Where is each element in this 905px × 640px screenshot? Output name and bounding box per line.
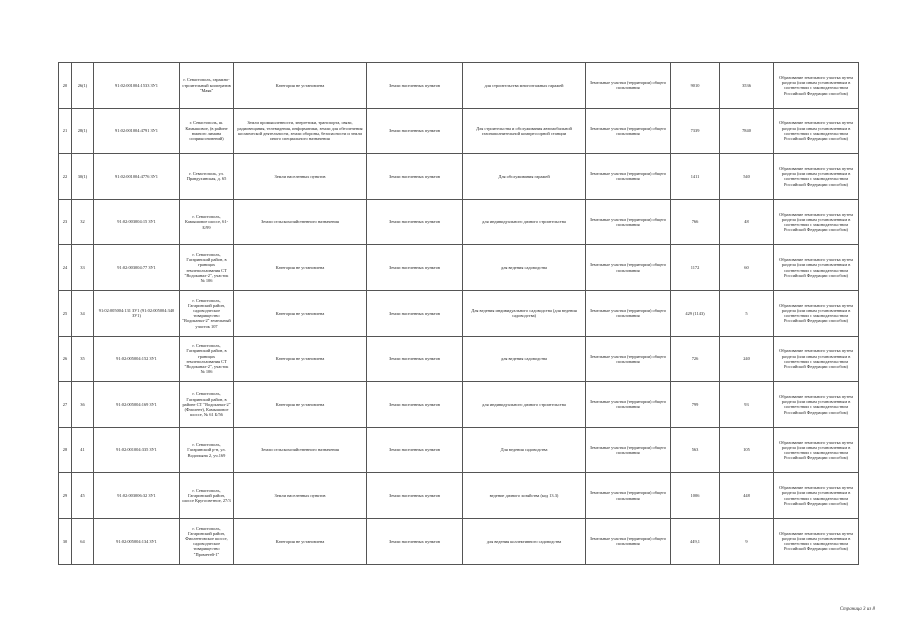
land-plots-table bbox=[58, 62, 859, 565]
cell-area: 429 (1143) bbox=[671, 290, 720, 336]
cell-code: 45 bbox=[72, 473, 94, 519]
cell-share: 5 bbox=[720, 290, 774, 336]
cell-n: 26 bbox=[59, 336, 72, 382]
cell-address: г. Севастополь, Гагаринский район, садоводческое товарищество "Водоканал-2" земельный участок 107 bbox=[180, 290, 234, 336]
cell-code: 34 bbox=[72, 290, 94, 336]
cell-category-detail: Земли промышленности, энергетики, транспорта, связи, радиовещания, телевидения, информатики, земли для обеспечения космической деятельности, земли обороны, безопасности и земли иного специального назначения bbox=[234, 108, 367, 154]
table-row bbox=[59, 427, 859, 473]
cell-use: ведение дачного хозяйства (код 13.3) bbox=[463, 473, 586, 519]
cell-category: Земли населенных пунктов bbox=[367, 382, 463, 428]
cell-category: Земли населенных пунктов bbox=[367, 108, 463, 154]
cell-category-detail: Категория не установлена bbox=[234, 336, 367, 382]
cell-zone: Земельные участки (территории) общего пользования bbox=[586, 336, 671, 382]
cell-code: 28(1) bbox=[72, 108, 94, 154]
table-row bbox=[59, 108, 859, 154]
cell-n: 20 bbox=[59, 63, 72, 109]
cell-code: 64 bbox=[72, 518, 94, 564]
cell-code: 41 bbox=[72, 427, 94, 473]
cell-category: Земли населенных пунктов bbox=[367, 473, 463, 519]
cell-n: 25 bbox=[59, 290, 72, 336]
cell-address: г. Севастополь, ул. Правдухинская, д. 65 bbox=[180, 154, 234, 200]
cell-use: для строительства многоэтажных гаражей bbox=[463, 63, 586, 109]
cell-cadastral: 91:02:001004:1533 ЗУ1 bbox=[94, 63, 180, 109]
cell-area: 1006 bbox=[671, 473, 720, 519]
cell-category: Земли населенных пунктов bbox=[367, 427, 463, 473]
cell-basis: Образование земельного участка путем раздела (или иным установленным в соответствии с законодательством Российской Федерации способом) bbox=[774, 518, 859, 564]
cell-basis: Образование земельного участка путем раздела (или иным установленным в соответствии с законодательством Российской Федерации способом) bbox=[774, 290, 859, 336]
cell-cadastral: 91:02:003006:32 ЗУ1 bbox=[94, 473, 180, 519]
cell-n: 24 bbox=[59, 245, 72, 291]
cell-zone: Земельные участки (территории) общего пользования bbox=[586, 154, 671, 200]
cell-category: Земли населенных пунктов bbox=[367, 245, 463, 291]
cell-area: 799 bbox=[671, 382, 720, 428]
cell-n: 22 bbox=[59, 154, 72, 200]
cell-category-detail: Земли населенных пунктов bbox=[234, 154, 367, 200]
cell-share: 240 bbox=[720, 336, 774, 382]
cell-area: 766 bbox=[671, 199, 720, 245]
cell-code: 26(1) bbox=[72, 63, 94, 109]
cell-n: 27 bbox=[59, 382, 72, 428]
cell-area: 726 bbox=[671, 336, 720, 382]
cell-category: Земли населенных пунктов bbox=[367, 290, 463, 336]
cell-category-detail: Категория не установлена bbox=[234, 245, 367, 291]
cell-basis: Образование земельного участка путем раздела (или иным установленным в соответствии с законодательством Российской Федерации способом) bbox=[774, 63, 859, 109]
cell-address: г. Севастополь, Гагаринский район, Фиолентовское шоссе, садоводческое товарищество "Прометей-1" bbox=[180, 518, 234, 564]
cell-category-detail: Категория не установлена bbox=[234, 382, 367, 428]
cell-basis: Образование земельного участка путем раздела (или иным установленным в соответствии с законодательством Российской Федерации способом) bbox=[774, 336, 859, 382]
cell-cadastral: 91:02:003004:77 ЗУ1 bbox=[94, 245, 180, 291]
cell-category-detail: Категория не установлена bbox=[234, 63, 367, 109]
cell-area: 1172 bbox=[671, 245, 720, 291]
cell-share: 9 bbox=[720, 518, 774, 564]
cell-zone: Земельные участки (территории) общего пользования bbox=[586, 63, 671, 109]
table-row bbox=[59, 518, 859, 564]
cell-cadastral: 91:02:001004:335 ЗУ1 bbox=[94, 427, 180, 473]
cell-category: Земли населенных пунктов bbox=[367, 63, 463, 109]
cell-share: 3536 bbox=[720, 63, 774, 109]
cell-category-detail: Земли сельскохозяйственного назначения bbox=[234, 199, 367, 245]
cell-address: г. Севастополь, Камышовое шоссе, 61-Б/99 bbox=[180, 199, 234, 245]
cell-code: 32 bbox=[72, 199, 94, 245]
cell-zone: Земельные участки (территории) общего пользования bbox=[586, 290, 671, 336]
cell-basis: Образование земельного участка путем раздела (или иным установленным в соответствии с законодательством Российской Федерации способом) bbox=[774, 108, 859, 154]
cell-category: Земли населенных пунктов bbox=[367, 199, 463, 245]
cell-zone: Земельные участки (территории) общего пользования bbox=[586, 518, 671, 564]
cell-n: 21 bbox=[59, 108, 72, 154]
cell-zone: Земельные участки (территории) общего пользования bbox=[586, 245, 671, 291]
cell-area: 563 bbox=[671, 427, 720, 473]
table-row bbox=[59, 154, 859, 200]
cell-address: г. Севастополь, Гагаринский район, в границах землепользования СТ "Водоканал-2", участок № 106 bbox=[180, 336, 234, 382]
cell-category: Земли населенных пунктов bbox=[367, 336, 463, 382]
cell-area: 449,1 bbox=[671, 518, 720, 564]
cell-cadastral: 91:02:005004:134 ЗУ1 bbox=[94, 518, 180, 564]
cell-code: 30(1) bbox=[72, 154, 94, 200]
cell-zone: Земельные участки (территории) общего пользования bbox=[586, 473, 671, 519]
cell-cadastral: 91:02:003004:15 ЗУ1 bbox=[94, 199, 180, 245]
page-number: Страница 3 из 8 bbox=[839, 607, 875, 612]
cell-address: г. Севастополь, гаражно-строительный кооператив "Маяк" bbox=[180, 63, 234, 109]
cell-address: г. Севастополь, ш. Камышовое, (в районе южного лимана соприкосновений) bbox=[180, 108, 234, 154]
cell-basis: Образование земельного участка путем раздела (или иным установленным в соответствии с законодательством Российской Федерации способом) bbox=[774, 154, 859, 200]
table-row bbox=[59, 63, 859, 109]
cell-cadastral: 91:02:005004:131 ЗУ1 (91:02:005004:340 ЗУ1) bbox=[94, 290, 180, 336]
cell-area: 9010 bbox=[671, 63, 720, 109]
cell-use: для ведения садоводства bbox=[463, 245, 586, 291]
cell-code: 33 bbox=[72, 245, 94, 291]
cell-address: г. Севастополь, Гагаринский район, шоссе Кругосветное, 27/3 bbox=[180, 473, 234, 519]
cell-category-detail: Категория не установлена bbox=[234, 518, 367, 564]
cell-basis: Образование земельного участка путем раздела (или иным установленным в соответствии с законодательством Российской Федерации способом) bbox=[774, 427, 859, 473]
cell-basis: Образование земельного участка путем раздела (или иным установленным в соответствии с законодательством Российской Федерации способом) bbox=[774, 382, 859, 428]
cell-use: для ведения коллективного садоводства bbox=[463, 518, 586, 564]
cell-share: 93 bbox=[720, 382, 774, 428]
cell-share: 48 bbox=[720, 199, 774, 245]
cell-category-detail: Земли населенных пунктов bbox=[234, 473, 367, 519]
cell-code: 36 bbox=[72, 382, 94, 428]
cell-basis: Образование земельного участка путем раздела (или иным установленным в соответствии с законодательством Российской Федерации способом) bbox=[774, 199, 859, 245]
cell-category-detail: Категория не установлена bbox=[234, 290, 367, 336]
cell-use: Для обслуживания гаражей bbox=[463, 154, 586, 200]
cell-n: 28 bbox=[59, 427, 72, 473]
cell-use: Для ведения индивидуального садоводства (для ведения садоводства) bbox=[463, 290, 586, 336]
cell-share: 540 bbox=[720, 154, 774, 200]
cell-address: г. Севастополь, Гагаринский район, в границах землепользования СТ "Водоканал-2", участок № 106 bbox=[180, 245, 234, 291]
table-row bbox=[59, 199, 859, 245]
cell-area: 7339 bbox=[671, 108, 720, 154]
table-body bbox=[59, 63, 859, 565]
cell-code: 35 bbox=[72, 336, 94, 382]
cell-share: 448 bbox=[720, 473, 774, 519]
cell-cadastral: 91:02:001004:4791 ЗУ1 bbox=[94, 108, 180, 154]
cell-cadastral: 91:02:005004:169 ЗУ1 bbox=[94, 382, 180, 428]
cell-cadastral: 91:02:001004:4776 ЗУ1 bbox=[94, 154, 180, 200]
cell-use: Для строительства и обслуживания автомобильной газонаполнительной компрессорной станции bbox=[463, 108, 586, 154]
cell-category: Земли населенных пунктов bbox=[367, 518, 463, 564]
cell-zone: Земельные участки (территории) общего пользования bbox=[586, 427, 671, 473]
table-row bbox=[59, 473, 859, 519]
cell-category-detail: Земли сельскохозяйственного назначения bbox=[234, 427, 367, 473]
cell-use: Для ведения садоводства bbox=[463, 427, 586, 473]
cell-category: Земли населенных пунктов bbox=[367, 154, 463, 200]
cell-zone: Земельные участки (территории) общего пользования bbox=[586, 108, 671, 154]
cell-share: 105 bbox=[720, 427, 774, 473]
cell-basis: Образование земельного участка путем раздела (или иным установленным в соответствии с законодательством Российской Федерации способом) bbox=[774, 473, 859, 519]
table-row bbox=[59, 336, 859, 382]
cell-n: 23 bbox=[59, 199, 72, 245]
cell-zone: Земельные участки (территории) общего пользования bbox=[586, 382, 671, 428]
cell-zone: Земельные участки (территории) общего пользования bbox=[586, 199, 671, 245]
cell-share: 7840 bbox=[720, 108, 774, 154]
cell-n: 29 bbox=[59, 473, 72, 519]
table-row bbox=[59, 245, 859, 291]
cell-basis: Образование земельного участка путем раздела (или иным установленным в соответствии с законодательством Российской Федерации способом) bbox=[774, 245, 859, 291]
table-row bbox=[59, 290, 859, 336]
cell-use: для ведения садоводства bbox=[463, 336, 586, 382]
cell-use: для индивидуального дачного строительства bbox=[463, 382, 586, 428]
cell-area: 1411 bbox=[671, 154, 720, 200]
cell-n: 30 bbox=[59, 518, 72, 564]
cell-cadastral: 91:02:005004:152 ЗУ1 bbox=[94, 336, 180, 382]
table-row bbox=[59, 382, 859, 428]
cell-address: г. Севастополь, Гагаринский р-н, ул. Водопьяна 2, уч.169 bbox=[180, 427, 234, 473]
cell-address: г. Севастополь, Гагаринский район, в районе СТ "Водоканал-2" (Фиолент), Камышовое шоссе, № 61 Б/56 bbox=[180, 382, 234, 428]
cell-use: для индивидуального дачного строительства bbox=[463, 199, 586, 245]
cell-share: 60 bbox=[720, 245, 774, 291]
